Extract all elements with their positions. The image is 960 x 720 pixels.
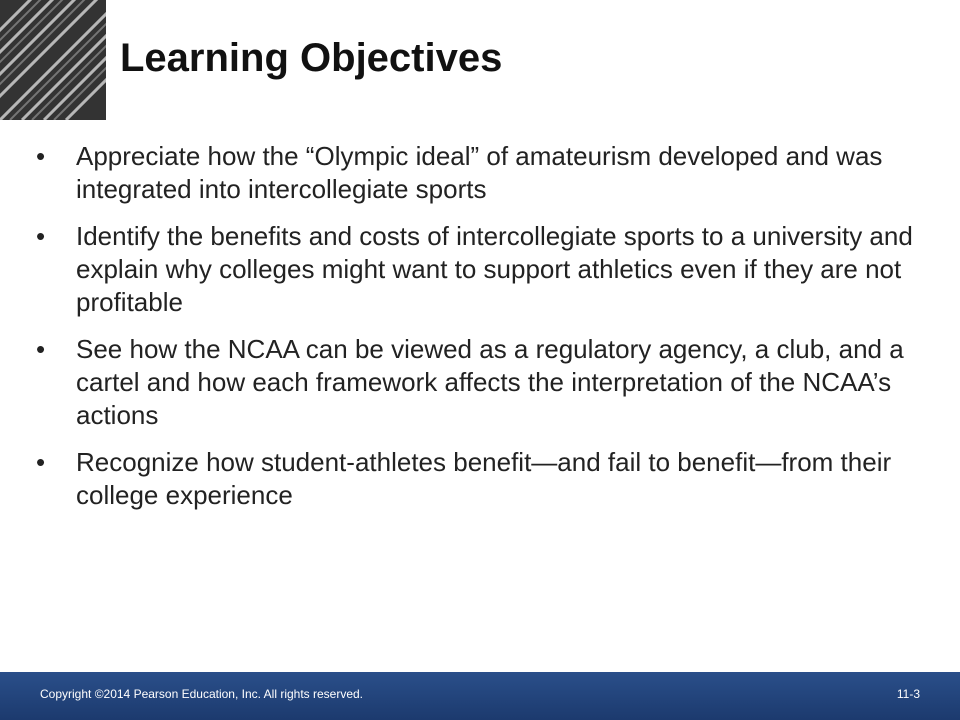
copyright-notice: Copyright ©2014 Pearson Education, Inc. All rights reserved. bbox=[40, 687, 364, 701]
stadium-seats-photo bbox=[0, 0, 106, 120]
bullet-marker: • bbox=[36, 141, 46, 171]
objective-item bbox=[36, 446, 916, 512]
objective-text: Appreciate how the “Olympic ideal” of amateurism developed and was integrated into intercollegiate sports bbox=[76, 141, 883, 204]
objective-item bbox=[36, 140, 916, 206]
objective-text: See how the NCAA can be viewed as a regulatory agency, a club, and a cartel and how each framework affects the interpretation of the NCAA’s actions bbox=[76, 334, 904, 430]
objective-item bbox=[36, 220, 916, 319]
objective-text: Identify the benefits and costs of intercollegiate sports to a university and explain why colleges might want to support athletics even if they are not profitable bbox=[76, 221, 913, 317]
footer-bar bbox=[0, 672, 960, 720]
objectives-list bbox=[36, 140, 916, 526]
objective-text: Recognize how student-athletes benefit—and fail to benefit—from their college experience bbox=[76, 447, 892, 510]
bullet-marker: • bbox=[36, 334, 46, 364]
objective-item bbox=[36, 333, 916, 432]
bullet-marker: • bbox=[36, 447, 46, 477]
bullet-marker: • bbox=[36, 221, 46, 251]
slide-title: Learning Objectives bbox=[120, 36, 503, 80]
slide-number: 11-3 bbox=[896, 687, 920, 701]
